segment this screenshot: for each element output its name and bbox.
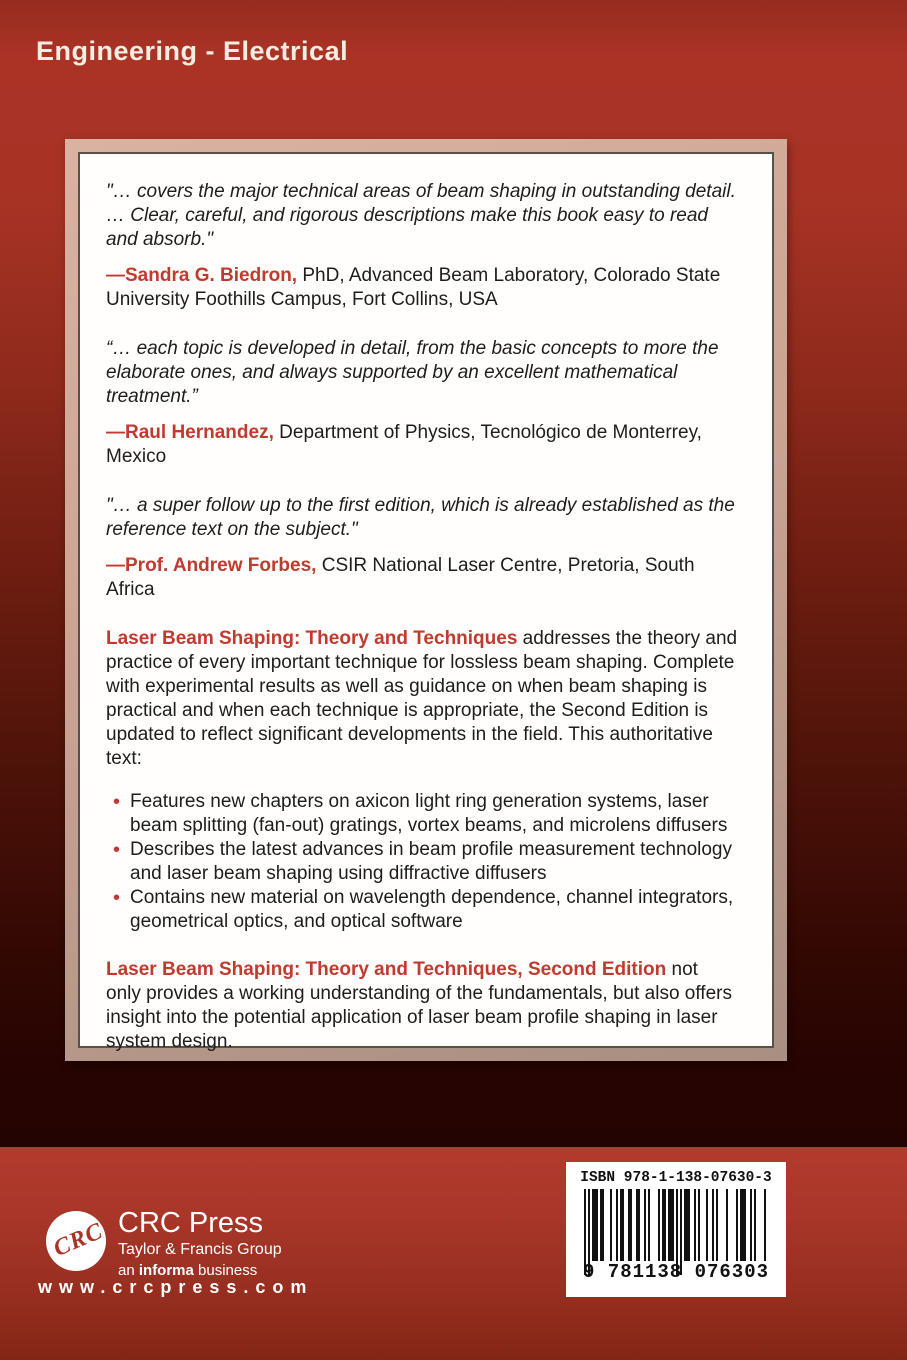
- category-heading: Engineering - Electrical: [36, 36, 349, 66]
- content-panel-frame: [65, 139, 787, 1061]
- publisher-group: Taylor & Francis Group: [118, 1241, 282, 1258]
- book-title-lead: Laser Beam Shaping: Theory and Techniques: [106, 628, 518, 649]
- reviewer-name-3: —Prof. Andrew Forbes,: [106, 555, 317, 576]
- description-paragraph: [106, 627, 738, 771]
- crc-logo-monogram: CRC: [49, 1218, 107, 1262]
- review-attribution-1: [106, 264, 738, 312]
- review-quote-3: "… a super follow up to the first edition, which is already established as the reference text on the subject.": [106, 495, 735, 540]
- content-panel: [78, 152, 774, 1052]
- closing-paragraph: [106, 958, 738, 1054]
- reviewer-affiliation-1: PhD, Advanced Beam Laboratory, Colorado State University Foothills Campus, Fort Collins, USA: [106, 265, 721, 310]
- feature-item: • Features new chapters on axicon light ring generation systems, laser beam splitting (fan-out) gratings, vortex beams, and microlens diffusers: [106, 790, 738, 838]
- reviewer-affiliation-2: Department of Physics, Tecnológico de Monterrey, Mexico: [106, 422, 702, 467]
- description-text: addresses the theory and practice of every important technique for lossless beam shaping. Complete with experimental results as well as guidance on when beam shaping is practical and when each technique is appropriate, the Second Edition is updated to reflect significant developments in the field. This authoritative text:: [106, 628, 738, 769]
- review-attribution-2: [106, 421, 738, 469]
- reviewer-name-1: —Sandra G. Biedron,: [106, 265, 298, 286]
- isbn-barcode-box: [566, 1162, 786, 1297]
- business-suffix: business: [193, 1262, 258, 1279]
- crc-logo: [46, 1211, 106, 1271]
- book-title-second-edition-lead: Laser Beam Shaping: Theory and Techniques, Second Edition: [106, 959, 667, 980]
- isbn-label: ISBN 978-1-138-07630-3: [580, 1170, 772, 1186]
- business-prefix: an: [118, 1262, 139, 1279]
- closing-text: not only provides a working understanding of the fundamentals, but also offers insight into the potential application of laser beam profile shaping in laser system design.: [106, 959, 732, 1052]
- review-quote-1: "… covers the major technical areas of beam shaping in outstanding detail. … Clear, careful, and rigorous descriptions make this book easy to read and absorb.": [106, 181, 736, 250]
- feature-item: • Describes the latest advances in beam profile measurement technology and laser beam shaping using diffractive diffusers: [106, 838, 738, 886]
- review-quote-2: “… each topic is developed in detail, from the basic concepts to more the elaborate ones, and always supported by an excellent mathematical treatment.”: [106, 338, 719, 407]
- publisher-name: CRC Press: [118, 1207, 264, 1239]
- reviewer-name-2: —Raul Hernandez,: [106, 422, 274, 443]
- feature-item: • Contains new material on wavelength dependence, channel integrators, geometrical optics, and optical software: [106, 886, 738, 934]
- informa-wordmark: informa: [138, 1262, 194, 1279]
- reviewer-affiliation-3: CSIR National Laser Centre, Pretoria, South Africa: [106, 555, 695, 600]
- barcode-digits: 9 781138 076303: [582, 1261, 770, 1283]
- publisher-website: www.crcpress.com: [38, 1277, 314, 1297]
- feature-list: [106, 790, 738, 934]
- publisher-block: [118, 1207, 282, 1281]
- review-attribution-3: [106, 554, 738, 602]
